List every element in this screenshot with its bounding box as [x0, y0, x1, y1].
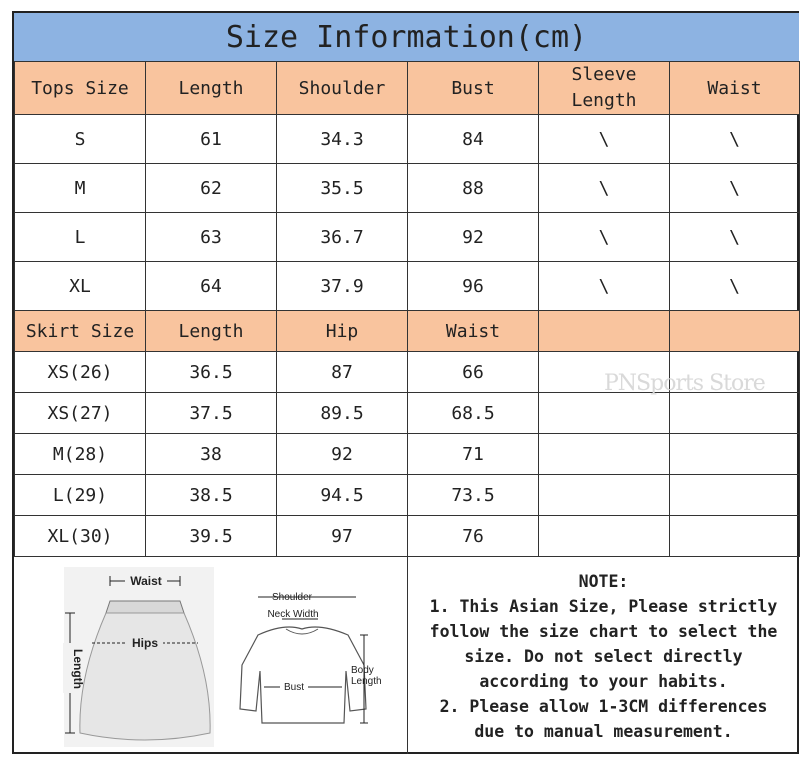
note-line: due to manual measurement.: [474, 722, 733, 741]
tops-size-cell: L: [15, 213, 146, 262]
measurement-diagram: [14, 557, 408, 754]
skirt-waist-cell: 76: [408, 516, 539, 557]
note-line: according to your habits.: [479, 672, 728, 691]
skirt-body: [80, 613, 210, 740]
skirt-size-cell: XS(27): [15, 393, 146, 434]
body-length-label-1: Body: [351, 665, 374, 676]
table-row: [15, 393, 800, 434]
tops-waist-header: Waist: [670, 62, 800, 115]
tops-size-cell: S: [15, 115, 146, 164]
skirt-illustration: [63, 567, 214, 747]
tops-waist-cell: \: [670, 115, 800, 164]
skirt-length-cell: 36.5: [146, 352, 277, 393]
note-heading: NOTE:: [578, 572, 629, 591]
skirt-waist-cell: 66: [408, 352, 539, 393]
skirt-size-cell: XL(30): [15, 516, 146, 557]
tops-sleeve-cell: \: [539, 164, 670, 213]
tops-bust-header: Bust: [408, 62, 539, 115]
skirt-waist-header: Waist: [408, 311, 539, 352]
tops-bust-cell: 92: [408, 213, 539, 262]
tops-waist-cell: \: [670, 164, 800, 213]
note-section: [408, 557, 799, 754]
note-line: size. Do not select directly: [464, 647, 743, 666]
table-row: [15, 115, 800, 164]
empty-cell: [539, 393, 670, 434]
hips-label: Hips: [131, 636, 159, 650]
size-table: [14, 61, 800, 557]
empty-cell: [539, 434, 670, 475]
sweater-outline: [240, 627, 366, 723]
tops-length-cell: 61: [146, 115, 277, 164]
tops-shoulder-cell: 34.3: [277, 115, 408, 164]
skirt-waistband: [106, 601, 184, 613]
table-row: [15, 434, 800, 475]
tops-header-row: [15, 62, 800, 115]
tops-size-header: Tops Size: [15, 62, 146, 115]
skirt-waist-cell: 71: [408, 434, 539, 475]
skirt-header-row: [15, 311, 800, 352]
top-illustration: [240, 592, 382, 723]
empty-cell: [670, 434, 800, 475]
tops-shoulder-cell: 35.5: [277, 164, 408, 213]
body-length-label-2: Length: [351, 676, 382, 687]
bust-label: Bust: [283, 682, 305, 693]
skirt-waist-cell: 68.5: [408, 393, 539, 434]
note-line: 1. This Asian Size, Please strictly: [429, 597, 778, 616]
skirt-hip-header: Hip: [277, 311, 408, 352]
skirt-length-cell: 37.5: [146, 393, 277, 434]
tops-waist-cell: \: [670, 262, 800, 311]
skirt-hip-cell: 89.5: [277, 393, 408, 434]
skirt-size-cell: L(29): [15, 475, 146, 516]
skirt-hip-cell: 94.5: [277, 475, 408, 516]
tops-shoulder-cell: 37.9: [277, 262, 408, 311]
skirt-size-cell: XS(26): [15, 352, 146, 393]
tops-sleeve-cell: \: [539, 213, 670, 262]
tops-sleeve-length-header: [539, 62, 670, 115]
note-line: follow the size chart to select the: [429, 622, 778, 641]
sleeve-length-label: Length: [571, 90, 637, 111]
sleeve-label: Sleeve: [571, 64, 637, 85]
skirt-length-cell: 38.5: [146, 475, 277, 516]
tops-length-cell: 63: [146, 213, 277, 262]
skirt-hip-cell: 92: [277, 434, 408, 475]
table-row: [15, 213, 800, 262]
tops-size-cell: XL: [15, 262, 146, 311]
waist-label: Waist: [130, 574, 162, 588]
tops-sleeve-cell: \: [539, 262, 670, 311]
empty-cell: [670, 393, 800, 434]
tops-sleeve-cell: \: [539, 115, 670, 164]
skirt-length-cell: 39.5: [146, 516, 277, 557]
tops-shoulder-header: Shoulder: [277, 62, 408, 115]
measurement-diagram-svg: [14, 557, 407, 754]
tops-waist-cell: \: [670, 213, 800, 262]
skirt-waist-cell: 73.5: [408, 475, 539, 516]
empty-header-cell: [670, 311, 800, 352]
tops-length-cell: 64: [146, 262, 277, 311]
skirt-hip-cell: 97: [277, 516, 408, 557]
shoulder-label: Shoulder: [271, 592, 313, 603]
empty-cell: [670, 516, 800, 557]
empty-cell: [539, 475, 670, 516]
table-row: [15, 164, 800, 213]
table-row: [15, 262, 800, 311]
skirt-length-header: Length: [146, 311, 277, 352]
table-row: [15, 516, 800, 557]
chart-title: Size Information(cm): [14, 13, 799, 62]
store-watermark: PNSports Store: [604, 371, 765, 396]
empty-cell: [539, 516, 670, 557]
empty-cell: [670, 475, 800, 516]
tops-shoulder-cell: 36.7: [277, 213, 408, 262]
tops-bust-cell: 84: [408, 115, 539, 164]
length-label: Length: [71, 649, 85, 689]
empty-header-cell: [539, 311, 670, 352]
tops-size-cell: M: [15, 164, 146, 213]
skirt-size-cell: M(28): [15, 434, 146, 475]
skirt-size-header: Skirt Size: [15, 311, 146, 352]
skirt-hip-cell: 87: [277, 352, 408, 393]
tops-bust-cell: 96: [408, 262, 539, 311]
note-line: 2. Please allow 1-3CM differences: [439, 697, 768, 716]
neck-width-label: Neck Width: [267, 609, 319, 620]
table-row: [15, 475, 800, 516]
tops-length-cell: 62: [146, 164, 277, 213]
tops-length-header: Length: [146, 62, 277, 115]
tops-bust-cell: 88: [408, 164, 539, 213]
skirt-length-cell: 38: [146, 434, 277, 475]
